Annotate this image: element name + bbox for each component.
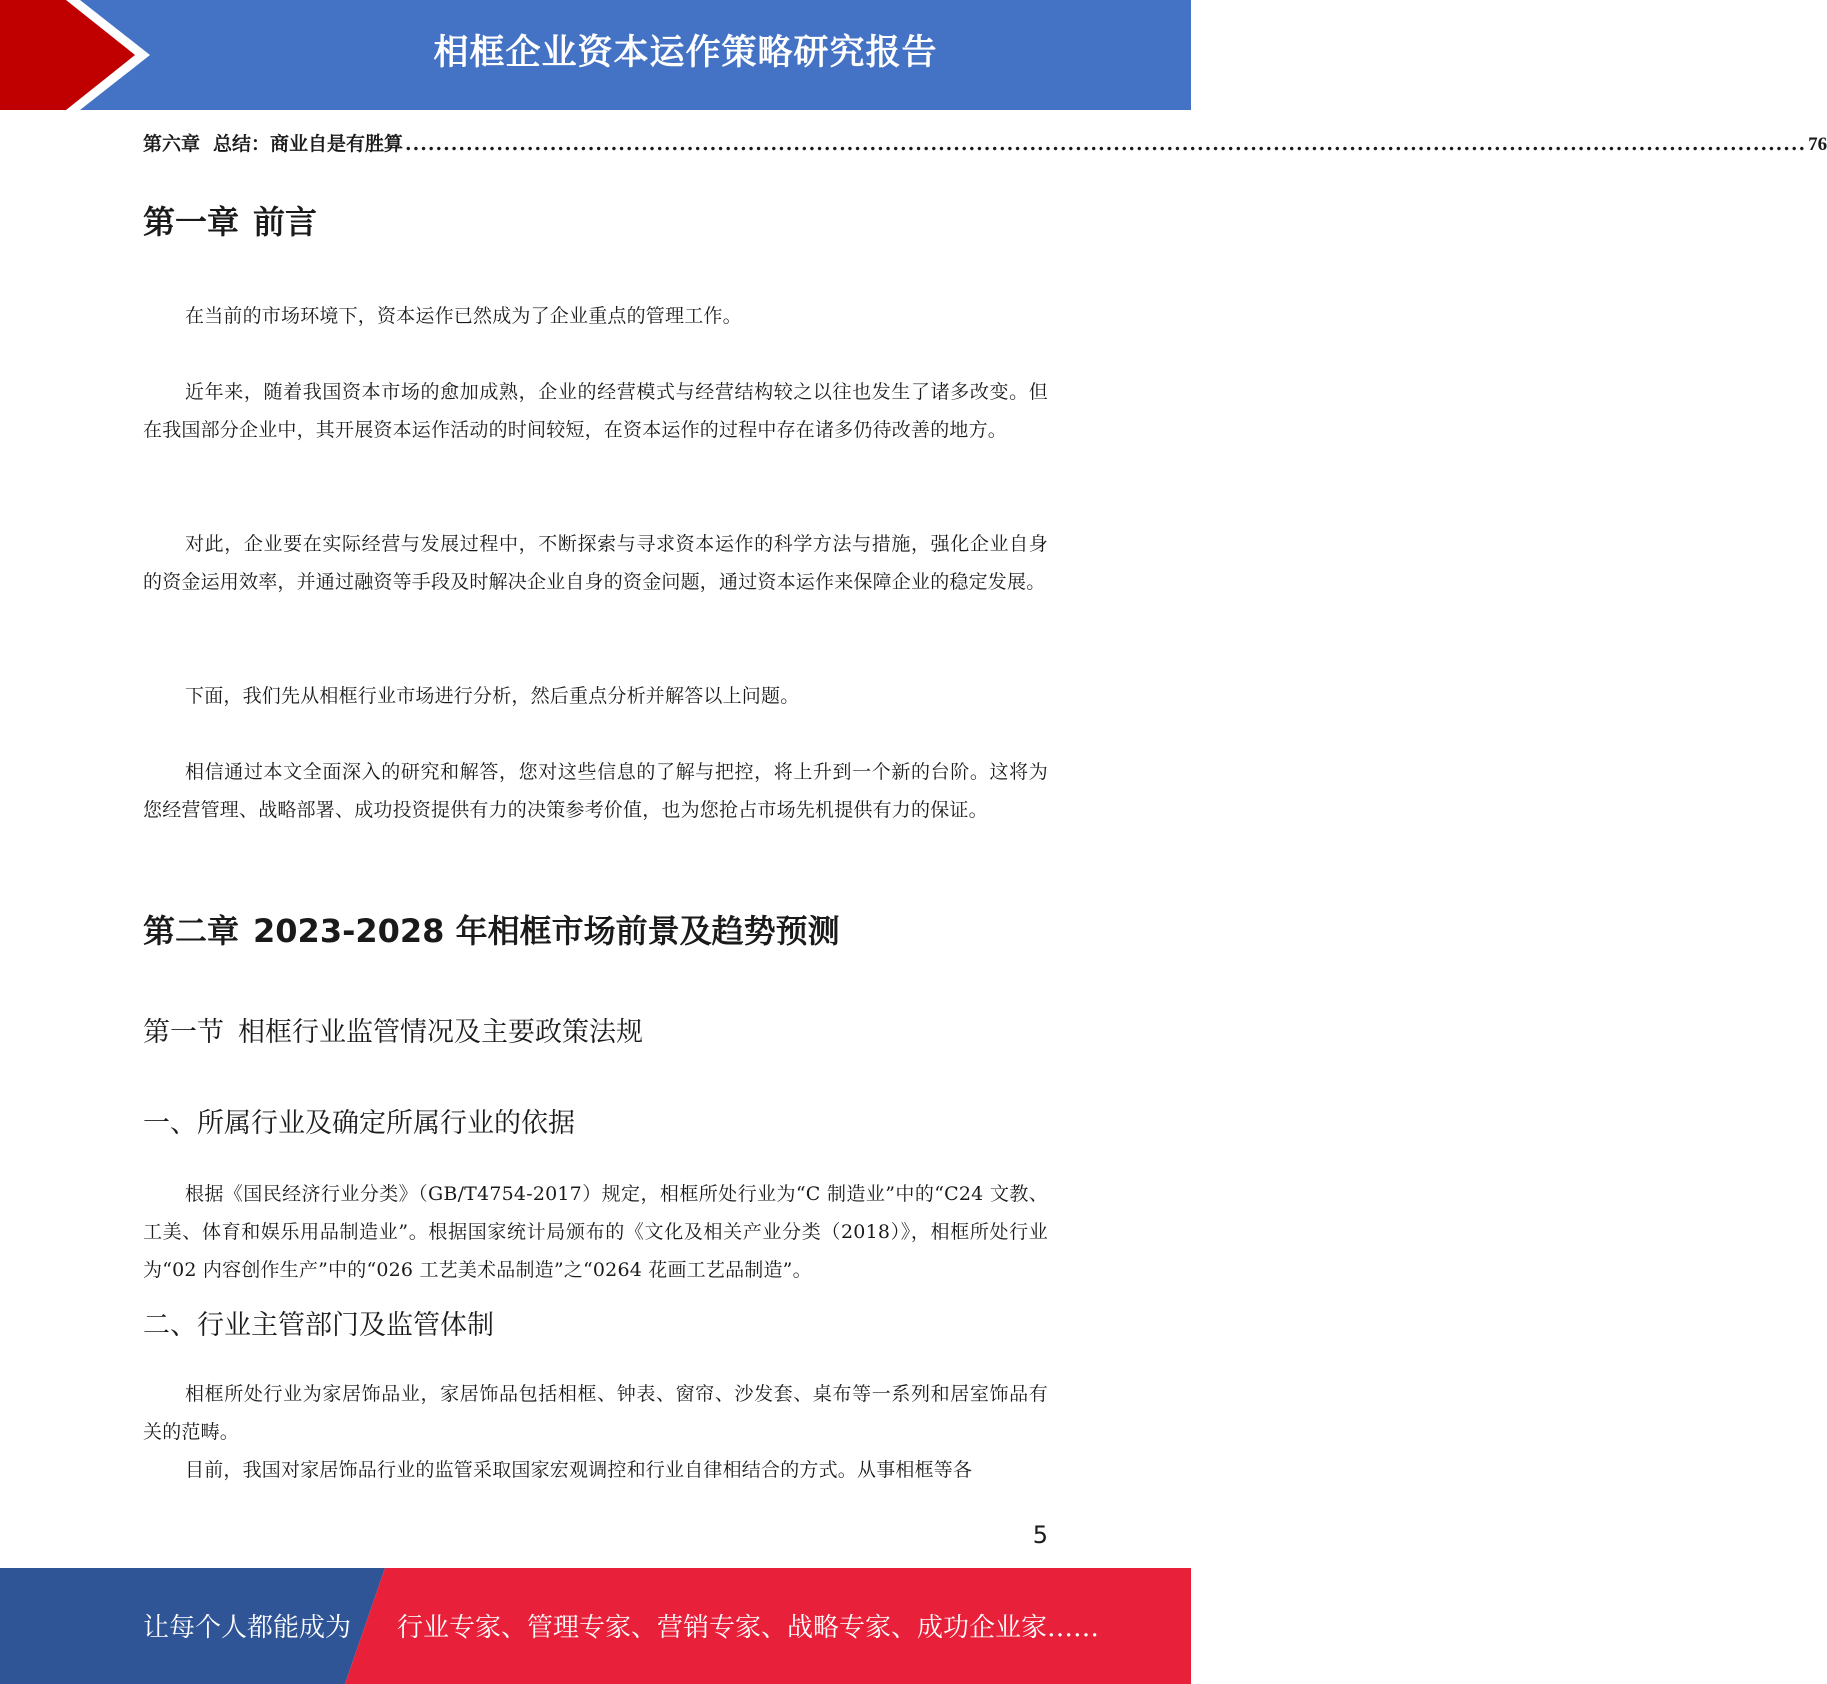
chapter-2-heading [143,911,840,951]
paragraph: 在当前的市场环境下，资本运作已然成为了企业重点的管理工作。 [185,305,742,327]
footer-slogan-right: 行业专家、管理专家、营销专家、战略专家、成功企业家…… [397,1613,1100,1643]
paragraph: 近年来，随着我国资本市场的愈加成熟，企业的经营模式与经营结构较之以往也发生了诸多改变。但在我国部分企业中，其开展资本运作活动的时间较短，在资本运作的过程中存在诸多仍待改善的地方。 [143,381,1048,441]
toc-entry[interactable] [143,130,1827,159]
section-1-title: 相框行业监管情况及主要政策法规 [238,1017,643,1048]
chapter-1-number: 第一章 [143,203,240,241]
report-title: 相框企业资本运作策略研究报告 [433,33,938,73]
toc-leader-dots: ........................................................................................................................................................................................ [405,133,1807,155]
paragraph: 对此，企业要在实际经营与发展过程中，不断探索与寻求资本运作的科学方法与措施，强化企业自身的资金运用效率，并通过融资等手段及时解决企业自身的资金问题，通过资本运作来保障企业的稳定发展。 [143,533,1048,593]
section-1-number: 第一节 [143,1017,224,1048]
chapter-1-heading [143,202,317,242]
section-1-heading [143,1016,643,1050]
footer-slogan-left: 让每个人都能成为 [143,1613,352,1643]
header-banner [0,0,1191,110]
subsection-2-heading: 二、行业主管部门及监管体制 [143,1310,494,1341]
toc-chapter-title: 总结：商业自是有胜算 [213,133,404,155]
chapter-2-title: 2023-2028 年相框市场前景及趋势预测 [253,912,840,950]
toc-chapter-number: 第六章 [143,133,201,155]
paragraph: 相信通过本文全面深入的研究和解答，您对这些信息的了解与把控，将上升到一个新的台阶。这将为您经营管理、战略部署、成功投资提供有力的决策参考价值，也为您抢占市场先机提供有力的保证。 [143,761,1048,821]
chapter-2-number: 第二章 [143,912,240,950]
paragraph: 目前，我国对家居饰品行业的监管采取国家宏观调控和行业自律相结合的方式。从事相框等各 [185,1459,973,1481]
paragraph: 下面，我们先从相框行业市场进行分析，然后重点分析并解答以上问题。 [185,685,800,707]
page-number: 5 [1032,1521,1048,1549]
paragraph: 相框所处行业为家居饰品业，家居饰品包括相框、钟表、窗帘、沙发套、桌布等一系列和居室饰品有关的范畴。 [143,1383,1048,1443]
subsection-1-heading: 一、所属行业及确定所属行业的依据 [143,1108,575,1139]
paragraph: 根据《国民经济行业分类》（GB/T4754-2017）规定，相框所处行业为“C 制造业”中的“C24 文教、工美、体育和娱乐用品制造业”。根据国家统计局颁布的《文化及相关产业分类（2018）》，相框所处行业为“02 内容创作生产”中的“026 工艺美术品制造”之“0264 花画工艺品制造”。 [143,1183,1048,1281]
footer-banner [0,1568,1191,1684]
toc-page-number: 76 [1808,134,1827,155]
chapter-1-title: 前言 [253,203,318,241]
